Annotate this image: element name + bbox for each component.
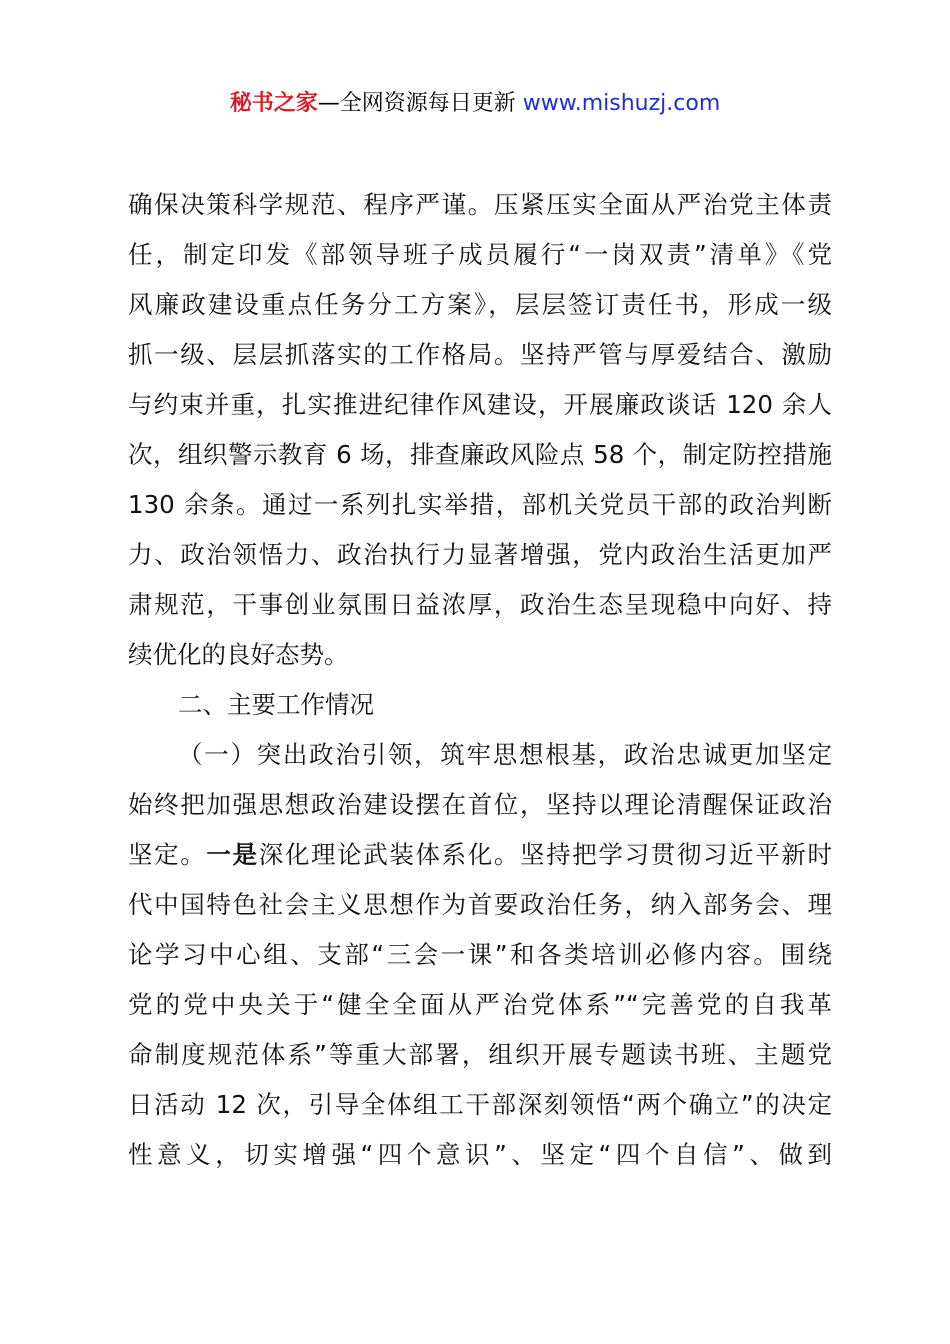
- text-line: 论学习中心组、支部“三会一课”和各类培训必修内容。围绕: [128, 940, 832, 969]
- text-line: 始终把加强思想政治建设摆在首位，坚持以理论清醒保证政治: [128, 790, 832, 819]
- text-line: 任，制定印发《部领导班子成员履行“一岗双责”清单》《党: [128, 240, 832, 269]
- text-line: 风廉政建设重点任务分工方案》，层层签订责任书，形成一级: [128, 290, 832, 319]
- text-line: 党的党中央关于“健全全面从严治党体系”“完善党的自我革: [128, 990, 832, 1019]
- section-heading: 二、主要工作情况: [178, 690, 374, 719]
- text-line: 性意义，切实增强“四个意识”、坚定“四个自信”、做到: [128, 1140, 832, 1169]
- text-line: 日活动 12 次，引导全体组工干部深刻领悟“两个确立”的决定: [128, 1090, 832, 1119]
- header-slogan: —全网资源每日更新: [317, 91, 523, 116]
- text-line: 代中国特色社会主义思想作为首要政治任务，纳入部务会、理: [128, 890, 832, 919]
- text-line: 130 余条。通过一系列扎实举措，部机关党员干部的政治判断: [128, 490, 832, 519]
- text-line: 肃规范，干事创业氛围日益浓厚，政治生态呈现稳中向好、持: [128, 590, 832, 619]
- text-segment: 深化理论武装体系化。坚持把学习贯彻习近平新时: [258, 840, 833, 869]
- brand-name: 秘书之家: [229, 91, 318, 116]
- document-body: [128, 180, 832, 1180]
- text-segment: 坚定。: [128, 840, 207, 869]
- text-line: 确保决策科学规范、程序严谨。压紧压实全面从严治党主体责: [128, 190, 832, 219]
- subsection-heading: （一）突出政治引领，筑牢思想根基，政治忠诚更加坚定: [178, 740, 832, 769]
- page-header: [0, 88, 950, 120]
- text-line: 力、政治领悟力、政治执行力显著增强，党内政治生活更加严: [128, 540, 832, 569]
- text-line: 命制度规范体系”等重大部署，组织开展专题读书班、主题党: [128, 1040, 832, 1069]
- text-line: 抓一级、层层抓落实的工作格局。坚持严管与厚爱结合、激励: [128, 340, 832, 369]
- site-url[interactable]: www.mishuzj.com: [522, 91, 721, 116]
- text-line: 续优化的良好态势。: [128, 640, 349, 669]
- text-line-mixed: [128, 830, 832, 880]
- text-line: 与约束并重，扎实推进纪律作风建设，开展廉政谈话 120 余人: [128, 390, 832, 419]
- bold-lead: 一是: [206, 840, 259, 869]
- text-line: 次，组织警示教育 6 场，排查廉政风险点 58 个，制定防控措施: [128, 440, 832, 469]
